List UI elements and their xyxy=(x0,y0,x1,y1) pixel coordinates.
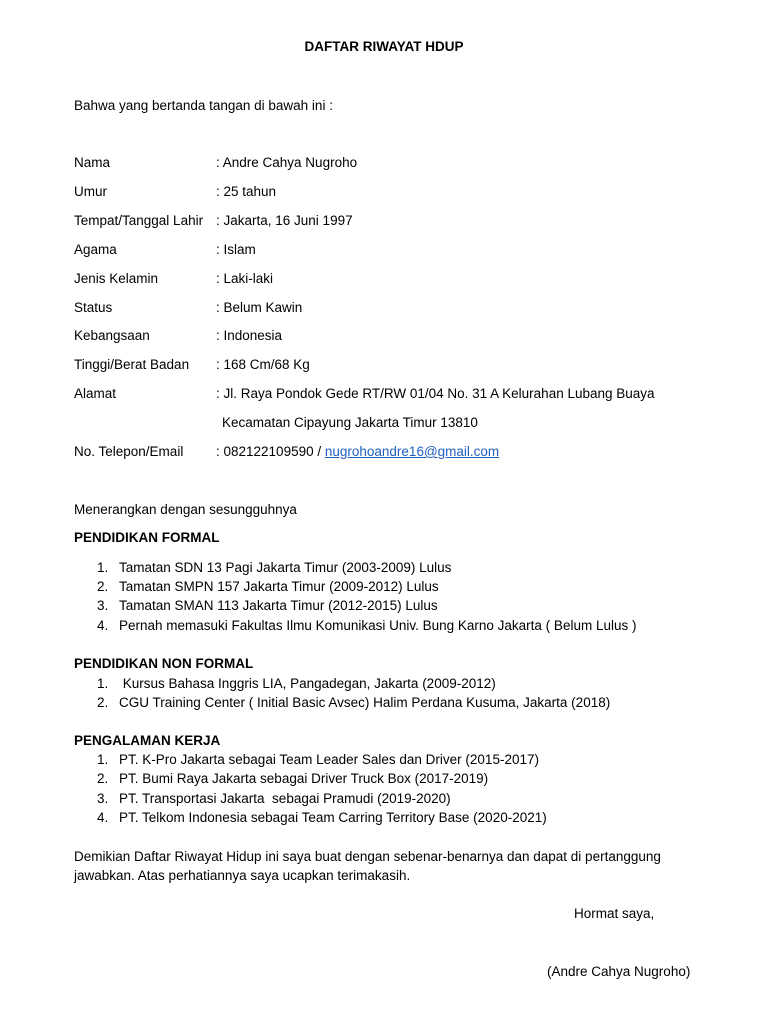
intro-text: Bahwa yang bertanda tangan di bawah ini : xyxy=(74,98,333,113)
list-number: 1. xyxy=(97,676,109,691)
contact-label: No. Telepon/Email xyxy=(74,444,184,459)
list-item: PT. Bumi Raya Jakarta sebagai Driver Truck Box (2017-2019) xyxy=(119,771,489,786)
list-number: 4. xyxy=(97,810,109,825)
age-value: : 25 tahun xyxy=(216,184,277,199)
height-weight-value: : 168 Cm/68 Kg xyxy=(216,357,310,372)
list-number: 1. xyxy=(97,752,109,767)
religion-value: : Islam xyxy=(216,242,256,257)
list-number: 3. xyxy=(97,598,109,613)
list-number: 4. xyxy=(97,618,109,633)
birth-value: : Jakarta, 16 Juni 1997 xyxy=(216,213,353,228)
formal-education-heading: PENDIDIKAN FORMAL xyxy=(74,530,220,545)
nationality-label: Kebangsaan xyxy=(74,328,150,343)
list-item: Kursus Bahasa Inggris LIA, Pangadegan, Jakarta (2009-2012) xyxy=(119,676,496,691)
address-line-1: : Jl. Raya Pondok Gede RT/RW 01/04 No. 31 A Kelurahan Lubang Buaya xyxy=(216,386,655,401)
address-line-2: Kecamatan Cipayung Jakarta Timur 13810 xyxy=(222,415,478,430)
gender-label: Jenis Kelamin xyxy=(74,271,159,286)
nationality-value: : Indonesia xyxy=(216,328,283,343)
list-item: Tamatan SDN 13 Pagi Jakarta Timur (2003-2009) Lulus xyxy=(119,560,452,575)
phone-number: : 082122109590 / xyxy=(216,444,325,459)
list-item: CGU Training Center ( Initial Basic Avsec) Halim Perdana Kusuma, Jakarta (2018) xyxy=(119,695,611,710)
nonformal-education-heading: PENDIDIKAN NON FORMAL xyxy=(74,656,254,671)
list-number: 2. xyxy=(97,695,109,710)
list-item: Tamatan SMPN 157 Jakarta Timur (2009-2012) Lulus xyxy=(119,579,439,594)
signature-regards: Hormat saya, xyxy=(574,906,655,921)
signature-name: (Andre Cahya Nugroho) xyxy=(547,964,691,979)
list-item: Tamatan SMAN 113 Jakarta Timur (2012-2015) Lulus xyxy=(119,598,438,613)
closing-line-2: jawabkan. Atas perhatiannya saya ucapkan terimakasih. xyxy=(74,868,411,883)
religion-label: Agama xyxy=(74,242,117,257)
list-item: PT. Transportasi Jakarta sebagai Pramudi (2019-2020) xyxy=(119,791,451,806)
list-number: 2. xyxy=(97,771,109,786)
height-weight-label: Tinggi/Berat Badan xyxy=(74,357,190,372)
closing-line-1: Demikian Daftar Riwayat Hidup ini saya buat dengan sebenar-benarnya dan dapat di pertanggung xyxy=(74,849,661,864)
email-link[interactable]: nugrohoandre16@gmail.com xyxy=(324,444,500,459)
name-label: Nama xyxy=(74,155,111,170)
contact-value xyxy=(216,444,499,460)
document-title: DAFTAR RIWAYAT HDUP xyxy=(304,39,464,54)
list-number: 1. xyxy=(97,560,109,575)
list-item: PT. K-Pro Jakarta sebagai Team Leader Sales dan Driver (2015-2017) xyxy=(119,752,539,767)
list-number: 3. xyxy=(97,791,109,806)
status-value: : Belum Kawin xyxy=(216,300,303,315)
gender-value: : Laki-laki xyxy=(216,271,274,286)
list-item: PT. Telkom Indonesia sebagai Team Carring Territory Base (2020-2021) xyxy=(119,810,547,825)
status-label: Status xyxy=(74,300,113,315)
name-value: : Andre Cahya Nugroho xyxy=(216,155,358,170)
address-label: Alamat xyxy=(74,386,117,401)
list-item: Pernah memasuki Fakultas Ilmu Komunikasi Univ. Bung Karno Jakarta ( Belum Lulus ) xyxy=(119,618,637,633)
statement-text: Menerangkan dengan sesungguhnya xyxy=(74,502,297,517)
list-number: 2. xyxy=(97,579,109,594)
work-experience-heading: PENGALAMAN KERJA xyxy=(74,733,221,748)
age-label: Umur xyxy=(74,184,107,199)
birth-label: Tempat/Tanggal Lahir xyxy=(74,213,204,228)
